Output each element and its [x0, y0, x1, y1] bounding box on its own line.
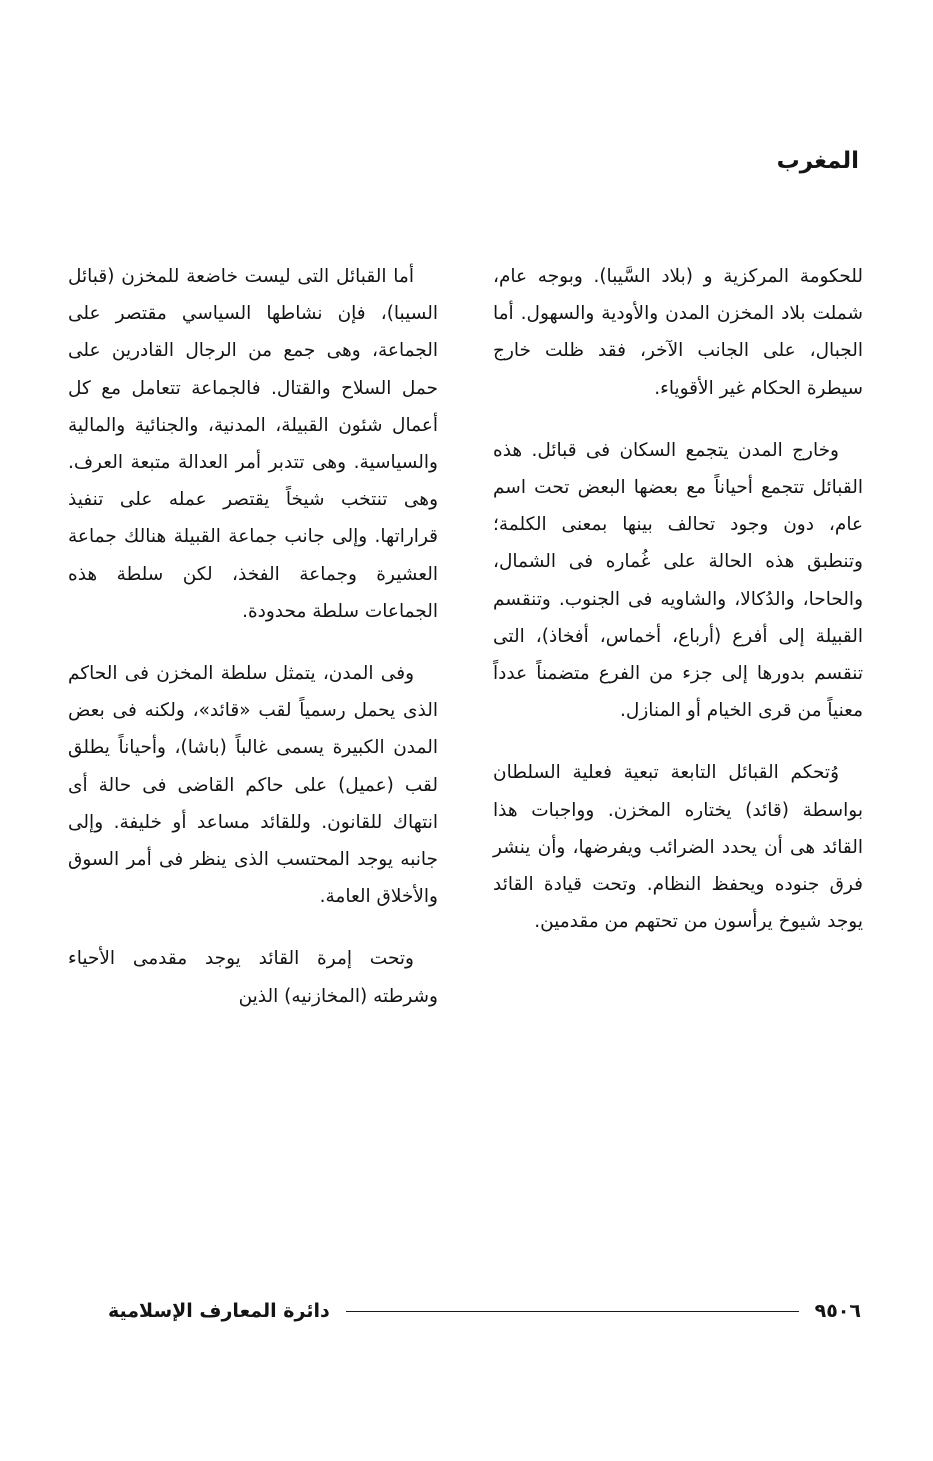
- paragraph: أما القبائل التى ليست خاضعة للمخزن (قبائل السيبا)، فإن نشاطها السياسي مقتصر على الجماعة، وهى جمع من الرجال القادرين على حمل السلاح والقتال. فالجماعة تتعامل مع كل أعمال شئون القبيلة، المدنية، والجنائية والمالية والسياسية. وهى تتدبر أمر العدالة متبعة العرف. وهى تنتخب شيخاً يقتصر عمله على تنفيذ قراراتها. وإلى جانب جماعة القبيلة هنالك جماعة العشيرة وجماعة الفخذ، لكن سلطة هذه الجماعات سلطة محدودة.: [68, 266, 438, 622]
- right-column: [493, 258, 863, 1278]
- paragraph: للحكومة المركزية و (بلاد السَّيبا). وبوجه عام، شملت بلاد المخزن المدن والأودية والسهول. أما الجبال، على الجانب الآخر، فقد ظلت خارج سيطرة الحكام غير الأقوياء.: [493, 266, 863, 399]
- paragraph: وفى المدن، يتمثل سلطة المخزن فى الحاكم الذى يحمل رسمياً لقب «قائد»، ولكنه فى بعض المدن الكبيرة يسمى غالباً (باشا)، وأحياناً يطلق لقب (عميل) على حاكم القاضى فى حالة أى انتهاك للقانون. وللقائد مساعد أو خليفة. وإلى جانبه يوجد المحتسب الذى ينظر فى أمر السوق والأخلاق العامة.: [68, 663, 438, 908]
- page-footer: [108, 1296, 861, 1326]
- footer-rule: [346, 1311, 799, 1312]
- running-title: المغرب: [776, 148, 859, 174]
- paragraph: وُتحكم القبائل التابعة تبعية فعلية السلطان بواسطة (قائد) يختاره المخزن. وواجبات هذا القائد هى أن يحدد الضرائب ويفرضها، وأن ينشر فرق جنوده ويحفظ النظام. وتحت قيادة القائد يوجد شيوخ يرأسون من تحتهم من مقدمين.: [493, 762, 863, 933]
- page-number: ٩٥٠٦: [814, 1300, 861, 1322]
- left-column: [68, 258, 438, 1278]
- paragraph: وخارج المدن يتجمع السكان فى قبائل. هذه القبائل تتجمع أحياناً مع بعضها البعض تحت اسم عام، دون وجود تحالف بينها بمعنى الكلمة؛ وتنطبق هذه الحالة على غُماره فى الشمال، والحاحا، والدُكالا، والشاويه فى الجنوب. وتنقسم القبيلة إلى أفرع (أرباع، أخماس، أفخاذ)، التى تنقسم بدورها إلى جزء من الفرع متضمناً عدداً معنياً من قرى الخيام أو المنازل.: [493, 439, 863, 722]
- paragraph: وتحت إمرة القائد يوجد مقدمى الأحياء وشرطته (المخازنيه) الذين: [68, 948, 438, 1007]
- journal-title: دائرة المعارف الإسلامية: [108, 1300, 330, 1322]
- text-columns: [68, 258, 863, 1278]
